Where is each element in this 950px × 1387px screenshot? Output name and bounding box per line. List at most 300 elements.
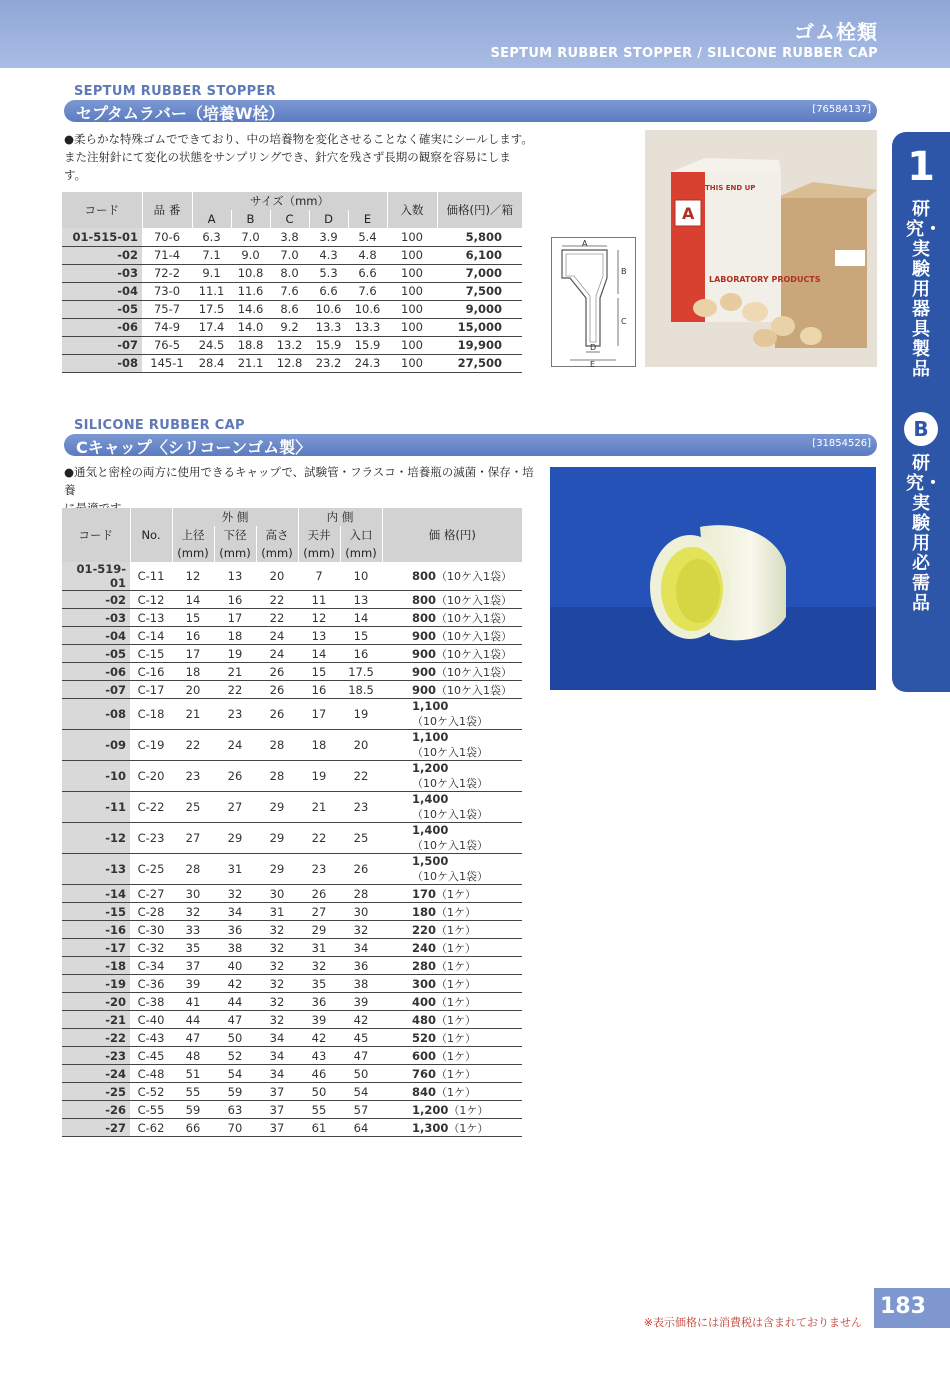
col-code: コード (62, 192, 142, 228)
cell-price (382, 562, 522, 591)
table-row (62, 246, 522, 264)
cell-ceiling: 7 (298, 562, 340, 591)
cell-code: -07 (62, 681, 130, 699)
col-unit: (mm) (340, 544, 382, 562)
cell-bottom: 70 (214, 1119, 256, 1137)
cell-qty: 100 (387, 264, 437, 282)
cell-bottom: 18 (214, 627, 256, 645)
cell-top: 47 (172, 1029, 214, 1047)
cell-bottom: 19 (214, 645, 256, 663)
cell-top: 66 (172, 1119, 214, 1137)
cell-top: 30 (172, 885, 214, 903)
col-height: 高さ (256, 526, 298, 544)
cell-no: C-19 (130, 730, 172, 761)
cell-d: 4.3 (309, 246, 348, 264)
diagram-label-c: C (621, 317, 627, 326)
cell-top: 37 (172, 957, 214, 975)
price-unit: （10ケ入1袋） (412, 746, 488, 759)
cell-price (382, 1011, 522, 1029)
cell-height: 22 (256, 591, 298, 609)
cell-entrance: 10 (340, 562, 382, 591)
cell-price (382, 854, 522, 885)
price-unit: （10ケ入1袋） (436, 647, 513, 661)
cell-price (382, 730, 522, 761)
cell-item: 74-9 (142, 318, 192, 336)
table-row (62, 1011, 522, 1029)
price-unit: （10ケ入1袋） (436, 570, 513, 583)
cell-entrance: 19 (340, 699, 382, 730)
cell-c: 8.6 (270, 300, 309, 318)
cell-code: -04 (62, 627, 130, 645)
cell-item: 70-6 (142, 228, 192, 246)
cell-e: 15.9 (348, 336, 387, 354)
cell-bottom: 21 (214, 663, 256, 681)
cell-e: 5.4 (348, 228, 387, 246)
cell-d: 13.3 (309, 318, 348, 336)
cell-height: 37 (256, 1083, 298, 1101)
table-row (62, 1119, 522, 1137)
cell-no: C-22 (130, 792, 172, 823)
price-value: 760 (412, 1066, 437, 1081)
cell-d: 23.2 (309, 354, 348, 372)
cell-price (382, 663, 522, 681)
cell-c: 9.2 (270, 318, 309, 336)
cell-code: -10 (62, 761, 130, 792)
cell-bottom: 63 (214, 1101, 256, 1119)
cell-c: 3.8 (270, 228, 309, 246)
col-price: 価 格(円) (382, 508, 522, 562)
septum-desc-line: また注射針にて変化の状態をサンプリングでき、針穴を残さず長期の観察を容易にしま (64, 150, 511, 164)
cell-price: 7,000 (437, 264, 522, 282)
cell-entrance: 50 (340, 1065, 382, 1083)
col-b: B (231, 210, 270, 228)
cell-b: 9.0 (231, 246, 270, 264)
cell-item: 76-5 (142, 336, 192, 354)
cell-price (382, 1083, 522, 1101)
col-unit: (mm) (172, 544, 214, 562)
cell-top: 55 (172, 1083, 214, 1101)
table-row (62, 1029, 522, 1047)
price-value: 900 (412, 628, 437, 643)
price-value: 520 (412, 1030, 437, 1045)
cell-d: 10.6 (309, 300, 348, 318)
septum-desc-line: す。 (64, 168, 87, 182)
cell-e: 7.6 (348, 282, 387, 300)
cell-code: -14 (62, 885, 130, 903)
cell-code: -16 (62, 921, 130, 939)
cell-c: 8.0 (270, 264, 309, 282)
table-row (62, 300, 522, 318)
price-value: 170 (412, 886, 437, 901)
cell-bottom: 59 (214, 1083, 256, 1101)
cell-c: 12.8 (270, 354, 309, 372)
cell-price (382, 792, 522, 823)
cell-code: -09 (62, 730, 130, 761)
price-unit: （10ケ入1袋） (412, 777, 488, 790)
page-number-box (874, 1288, 950, 1328)
col-top-dia: 上径 (172, 526, 214, 544)
price-value: 300 (412, 976, 437, 991)
cell-price: 27,500 (437, 354, 522, 372)
cell-height: 29 (256, 792, 298, 823)
cell-entrance: 64 (340, 1119, 382, 1137)
cell-code: -17 (62, 939, 130, 957)
cell-a: 17.5 (192, 300, 231, 318)
cell-price (382, 627, 522, 645)
cell-no: C-40 (130, 1011, 172, 1029)
cell-no: C-36 (130, 975, 172, 993)
cell-top: 22 (172, 730, 214, 761)
price-value: 480 (412, 1012, 437, 1027)
cell-no: C-34 (130, 957, 172, 975)
cell-top: 21 (172, 699, 214, 730)
page-number: 183 (880, 1294, 926, 1319)
cell-a: 9.1 (192, 264, 231, 282)
cell-code: -27 (62, 1119, 130, 1137)
cell-ceiling: 26 (298, 885, 340, 903)
table-row (62, 903, 522, 921)
cell-code: -07 (62, 336, 142, 354)
septum-title-jp: セプタムラバー（培養W栓） (76, 104, 285, 123)
cell-bottom: 42 (214, 975, 256, 993)
col-bottom-dia: 下径 (214, 526, 256, 544)
cell-no: C-20 (130, 761, 172, 792)
cell-no: C-48 (130, 1065, 172, 1083)
cell-code: -03 (62, 264, 142, 282)
table-row (62, 318, 522, 336)
page-title: ゴム栓類 (794, 20, 878, 44)
cell-e: 6.6 (348, 264, 387, 282)
cell-price (382, 975, 522, 993)
cell-no: C-43 (130, 1029, 172, 1047)
cell-entrance: 34 (340, 939, 382, 957)
table-row (62, 823, 522, 854)
cell-no: C-30 (130, 921, 172, 939)
col-item: 品 番 (142, 192, 192, 228)
cell-code: -02 (62, 591, 130, 609)
table-row (62, 1101, 522, 1119)
cell-price (382, 921, 522, 939)
cell-ceiling: 55 (298, 1101, 340, 1119)
cell-a: 11.1 (192, 282, 231, 300)
price-unit: （1ケ） (436, 1031, 477, 1045)
section-label: 研究・実験用必需品 (906, 453, 942, 614)
septum-title-bar (64, 100, 877, 122)
cell-price (382, 939, 522, 957)
cell-entrance: 22 (340, 761, 382, 792)
cell-bottom: 52 (214, 1047, 256, 1065)
cell-entrance: 54 (340, 1083, 382, 1101)
cell-bottom: 54 (214, 1065, 256, 1083)
cell-price (382, 993, 522, 1011)
cell-no: C-45 (130, 1047, 172, 1065)
cell-ceiling: 21 (298, 792, 340, 823)
septum-table (62, 192, 522, 373)
price-value: 1,200 (412, 761, 449, 775)
col-a: A (192, 210, 231, 228)
col-no: No. (130, 508, 172, 562)
cell-b: 11.6 (231, 282, 270, 300)
price-value: 240 (412, 940, 437, 955)
cell-no: C-32 (130, 939, 172, 957)
cell-top: 15 (172, 609, 214, 627)
chapter-label: 研究・実験用器具製品 (906, 199, 942, 380)
cell-item: 73-0 (142, 282, 192, 300)
price-unit: （10ケ入1袋） (412, 839, 488, 852)
cell-qty: 100 (387, 354, 437, 372)
cell-entrance: 30 (340, 903, 382, 921)
cell-code: -06 (62, 663, 130, 681)
table-row (62, 228, 522, 246)
cell-ceiling: 17 (298, 699, 340, 730)
table-row (62, 264, 522, 282)
col-price: 価格(円)／箱 (437, 192, 522, 228)
table-row (62, 282, 522, 300)
cell-no: C-25 (130, 854, 172, 885)
cell-bottom: 22 (214, 681, 256, 699)
cell-code: -13 (62, 854, 130, 885)
cap-product-photo (550, 467, 876, 690)
cell-bottom: 36 (214, 921, 256, 939)
col-code: コード (62, 508, 130, 562)
table-row (62, 957, 522, 975)
cell-price (382, 1065, 522, 1083)
cell-code: -22 (62, 1029, 130, 1047)
cell-code: -05 (62, 300, 142, 318)
septum-title-en: SEPTUM RUBBER STOPPER (74, 84, 276, 99)
cell-price (382, 645, 522, 663)
cell-b: 14.0 (231, 318, 270, 336)
cell-ceiling: 61 (298, 1119, 340, 1137)
cell-bottom: 13 (214, 562, 256, 591)
cell-height: 20 (256, 562, 298, 591)
cell-entrance: 39 (340, 993, 382, 1011)
cell-no: C-23 (130, 823, 172, 854)
cell-no: C-12 (130, 591, 172, 609)
cell-code: -20 (62, 993, 130, 1011)
price-value: 1,300 (412, 1120, 449, 1135)
cell-top: 35 (172, 939, 214, 957)
cell-price (382, 1119, 522, 1137)
cell-bottom: 17 (214, 609, 256, 627)
cell-item: 71-4 (142, 246, 192, 264)
cell-qty: 100 (387, 318, 437, 336)
price-unit: （1ケ） (436, 1013, 477, 1027)
cell-no: C-38 (130, 993, 172, 1011)
price-unit: （1ケ） (436, 923, 477, 937)
price-unit: （10ケ入1袋） (436, 629, 513, 643)
col-size: サイズ（mm） (192, 192, 387, 210)
table-row (62, 761, 522, 792)
cell-d: 15.9 (309, 336, 348, 354)
cell-price: 6,100 (437, 246, 522, 264)
septum-description (64, 130, 534, 184)
cell-no: C-16 (130, 663, 172, 681)
cell-bottom: 27 (214, 792, 256, 823)
cell-qty: 100 (387, 246, 437, 264)
cell-height: 32 (256, 975, 298, 993)
col-qty: 入数 (387, 192, 437, 228)
table-row (62, 354, 522, 372)
price-value: 1,400 (412, 792, 449, 806)
cell-entrance: 15 (340, 627, 382, 645)
price-unit: （10ケ入1袋） (436, 683, 513, 697)
cell-b: 14.6 (231, 300, 270, 318)
diagram-label-d: D (590, 343, 597, 352)
cell-entrance: 38 (340, 975, 382, 993)
chapter-number: 1 (907, 144, 935, 190)
cell-entrance: 18.5 (340, 681, 382, 699)
cell-price (382, 823, 522, 854)
box-top-text: THIS END UP (705, 184, 756, 192)
cell-ceiling: 15 (298, 663, 340, 681)
cell-ceiling: 42 (298, 1029, 340, 1047)
cap-title-en: SILICONE RUBBER CAP (74, 418, 245, 433)
cap-code: [31854526] (812, 438, 871, 449)
table-row (62, 1083, 522, 1101)
price-value: 900 (412, 682, 437, 697)
cell-code: -11 (62, 792, 130, 823)
cell-top: 25 (172, 792, 214, 823)
cell-code: -06 (62, 318, 142, 336)
price-unit: （1ケ） (436, 977, 477, 991)
cell-ceiling: 19 (298, 761, 340, 792)
tax-note: ※表示価格には消費税は含まれておりません (643, 1316, 862, 1329)
table-row (62, 627, 522, 645)
price-value: 900 (412, 646, 437, 661)
cell-ceiling: 29 (298, 921, 340, 939)
cell-a: 17.4 (192, 318, 231, 336)
cell-price (382, 1047, 522, 1065)
cell-top: 18 (172, 663, 214, 681)
table-row (62, 939, 522, 957)
cell-height: 34 (256, 1047, 298, 1065)
cell-no: C-11 (130, 562, 172, 591)
cell-code: -18 (62, 957, 130, 975)
cell-code: -08 (62, 354, 142, 372)
cell-b: 7.0 (231, 228, 270, 246)
cell-b: 21.1 (231, 354, 270, 372)
cell-height: 24 (256, 627, 298, 645)
cell-price (382, 957, 522, 975)
cell-qty: 100 (387, 300, 437, 318)
cell-entrance: 26 (340, 854, 382, 885)
table-row (62, 792, 522, 823)
cell-item: 72-2 (142, 264, 192, 282)
cell-code: -04 (62, 282, 142, 300)
cell-bottom: 31 (214, 854, 256, 885)
price-value: 800 (412, 592, 437, 607)
col-c: C (270, 210, 309, 228)
septum-dimension-diagram (551, 237, 636, 367)
cell-c: 7.6 (270, 282, 309, 300)
cap-title-jp: Cキャップ〈シリコーンゴム製〉 (76, 438, 312, 457)
cell-height: 32 (256, 921, 298, 939)
cell-ceiling: 13 (298, 627, 340, 645)
septum-code: [76584137] (812, 104, 871, 115)
table-row (62, 681, 522, 699)
cell-bottom: 32 (214, 885, 256, 903)
cell-no: C-62 (130, 1119, 172, 1137)
cell-ceiling: 35 (298, 975, 340, 993)
cell-e: 24.3 (348, 354, 387, 372)
cell-entrance: 25 (340, 823, 382, 854)
cell-e: 10.6 (348, 300, 387, 318)
cell-top: 27 (172, 823, 214, 854)
cell-ceiling: 16 (298, 681, 340, 699)
cell-ceiling: 12 (298, 609, 340, 627)
side-index-tab[interactable] (892, 132, 950, 692)
table-row (62, 645, 522, 663)
cell-price (382, 699, 522, 730)
cell-no: C-27 (130, 885, 172, 903)
price-unit: （1ケ） (436, 1049, 477, 1063)
cell-entrance: 57 (340, 1101, 382, 1119)
cell-price (382, 681, 522, 699)
cell-ceiling: 31 (298, 939, 340, 957)
cell-height: 29 (256, 854, 298, 885)
cell-bottom: 38 (214, 939, 256, 957)
cell-bottom: 34 (214, 903, 256, 921)
cell-ceiling: 14 (298, 645, 340, 663)
cell-height: 37 (256, 1101, 298, 1119)
table-row (62, 1065, 522, 1083)
price-unit: （1ケ） (436, 1085, 477, 1099)
cell-price (382, 1029, 522, 1047)
cell-code: -05 (62, 645, 130, 663)
table-row (62, 854, 522, 885)
section-badge: B (904, 412, 938, 446)
table-row (62, 730, 522, 761)
cell-height: 34 (256, 1065, 298, 1083)
cell-top: 41 (172, 993, 214, 1011)
cell-price (382, 609, 522, 627)
price-unit: （1ケ） (448, 1121, 489, 1135)
cell-price (382, 591, 522, 609)
cell-ceiling: 43 (298, 1047, 340, 1065)
cell-e: 13.3 (348, 318, 387, 336)
price-value: 1,100 (412, 730, 449, 744)
cell-code: 01-519-01 (62, 562, 130, 591)
cell-no: C-18 (130, 699, 172, 730)
price-unit: （10ケ入1袋） (412, 808, 488, 821)
cell-entrance: 20 (340, 730, 382, 761)
cell-code: -15 (62, 903, 130, 921)
cell-top: 32 (172, 903, 214, 921)
col-entrance: 入口 (340, 526, 382, 544)
cell-ceiling: 22 (298, 823, 340, 854)
cell-entrance: 13 (340, 591, 382, 609)
cell-code: -25 (62, 1083, 130, 1101)
cell-no: C-14 (130, 627, 172, 645)
table-row (62, 591, 522, 609)
table-row (62, 975, 522, 993)
cell-height: 22 (256, 609, 298, 627)
price-value: 1,500 (412, 854, 449, 868)
cell-entrance: 42 (340, 1011, 382, 1029)
cell-code: -03 (62, 609, 130, 627)
cell-ceiling: 36 (298, 993, 340, 1011)
cell-height: 24 (256, 645, 298, 663)
cell-bottom: 40 (214, 957, 256, 975)
cell-top: 20 (172, 681, 214, 699)
cell-item: 75-7 (142, 300, 192, 318)
cell-b: 18.8 (231, 336, 270, 354)
cell-price (382, 885, 522, 903)
cell-height: 26 (256, 681, 298, 699)
price-value: 800 (412, 610, 437, 625)
cell-height: 32 (256, 993, 298, 1011)
